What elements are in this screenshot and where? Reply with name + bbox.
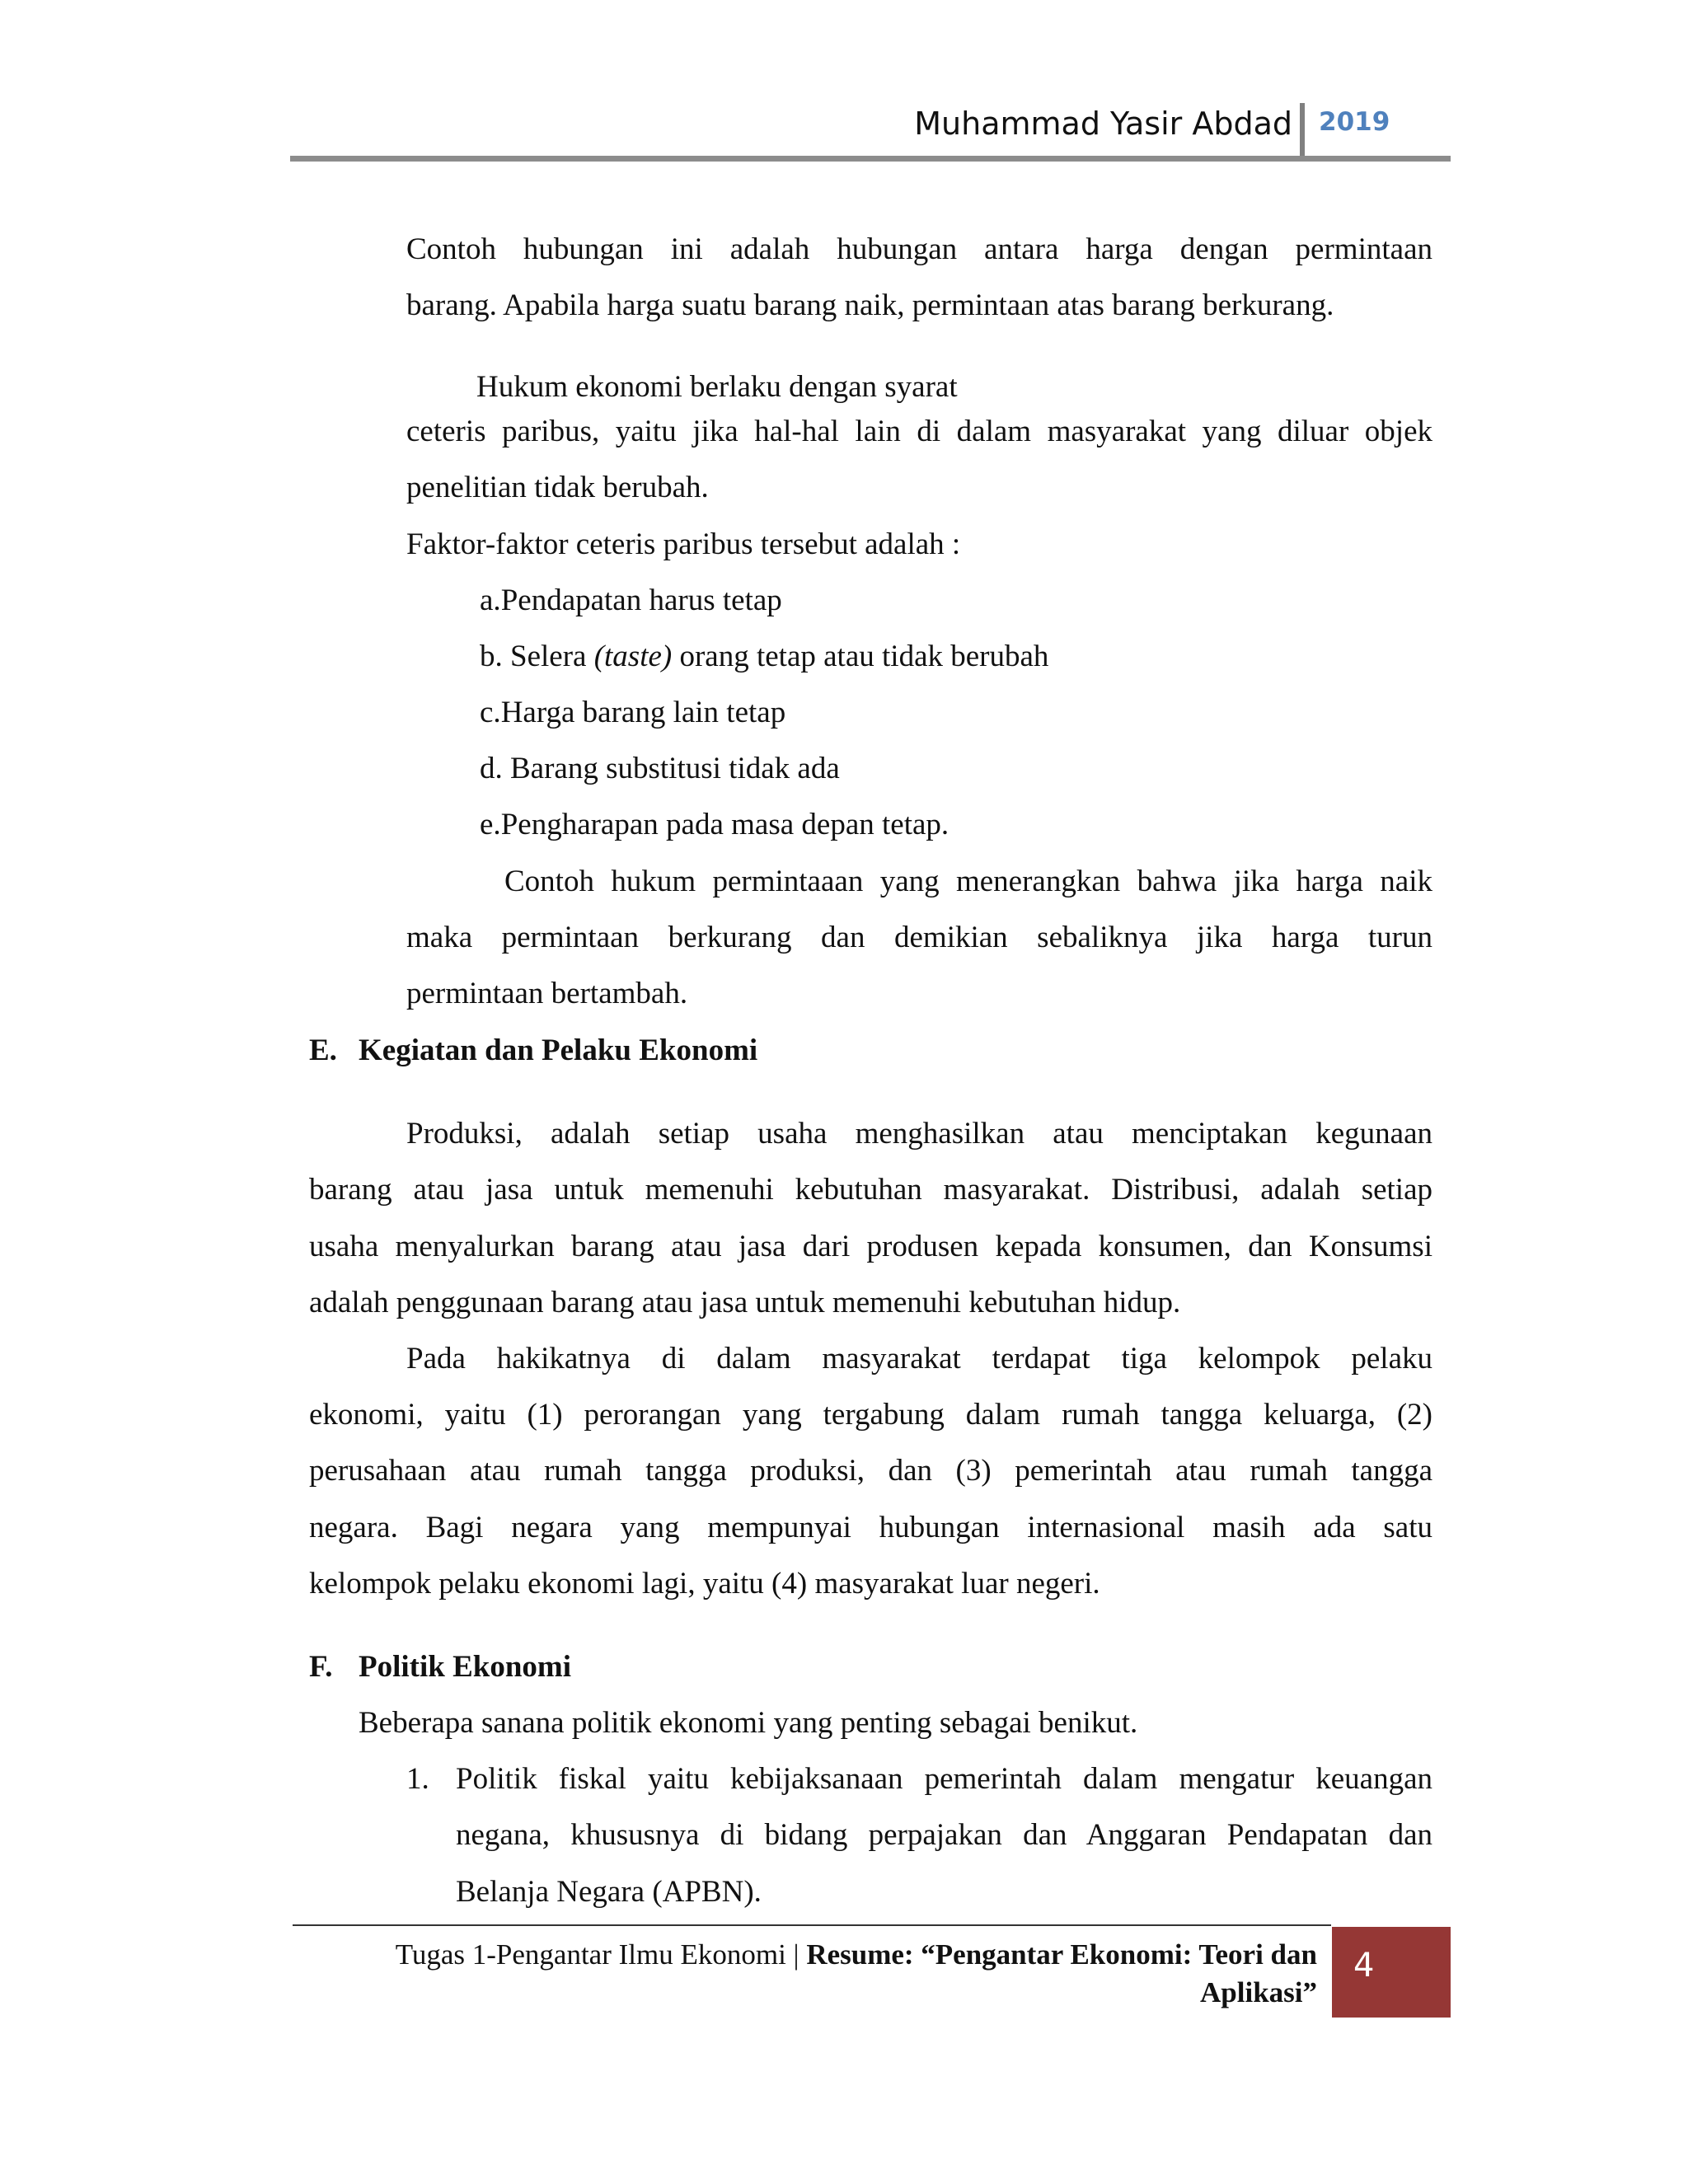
factor-c-text: Harga barang lain tetap [500,696,786,729]
section-f-label: F. [309,1650,333,1684]
footer-resume: Resume: “Pengantar Ekonomi: Teori dan [806,1938,1317,1971]
footer-rule [293,1924,1331,1926]
factor-b-text-before: Selera [502,640,594,673]
footer-course: Tugas 1-Pengantar Ilmu Ekonomi | [395,1938,807,1971]
example-line-1: Contoh hukum permintaaan yang menerangkan bahwa jika harga naik [504,865,1432,898]
section-e-heading [309,1023,757,1079]
example-line-3: permintaan bertambah. [406,977,688,1010]
section-e-p1-line-2: barang atau jasa untuk memenuhi kebutuhan masyarakat. Distribusi, adalah setiap [309,1173,1432,1207]
ceteris-line-3: penelitian tidak berubah. [406,471,709,504]
factor-b-label: b. [480,640,503,673]
page-number: 4 [1353,1947,1375,1985]
footer-line-2: Aplikasi” [1200,1976,1317,2008]
factor-d [480,741,840,797]
header-divider [1300,103,1305,161]
intro-line-2: barang. Apabila harga suatu barang naik, permintaan atas barang berkurang. [406,288,1334,322]
section-e-title: Kegiatan dan Pelaku Ekonomi [359,1033,758,1067]
section-e-p2-line-1: Pada hakikatnya di dalam masyarakat terdapat tiga kelompok pelaku [406,1342,1432,1376]
factor-a-label: a. [480,583,501,617]
section-e-p1-line-4: adalah penggunaan barang atau jasa untuk memenuhi kebutuhan hidup. [309,1286,1181,1319]
factor-c-label: c. [480,696,501,729]
factor-d-text: Barang substitusi tidak ada [502,752,840,785]
header-author: Muhammad Yasir Abdad [914,105,1292,142]
section-e-label: E. [309,1033,337,1067]
factor-e-text: Pengharapan pada masa depan tetap. [500,808,950,841]
section-e-p1-line-3: usaha menyalurkan barang atau jasa dari produsen kepada konsumen, dan Konsumsi [309,1230,1432,1263]
section-f-title: Politik Ekonomi [359,1650,572,1684]
section-f-heading [309,1639,571,1695]
factor-c [480,685,785,741]
section-e-p2-line-2: ekonomi, yaitu (1) perorangan yang tergabung dalam rumah tangga keluarga, (2) [309,1398,1432,1432]
item-1-number: 1. [406,1762,429,1796]
item-1-line-3: Belanja Negara (APBN). [456,1875,762,1909]
section-e-p1-line-1: Produksi, adalah setiap usaha menghasilkan atau menciptakan kegunaan [406,1117,1432,1151]
factor-b [480,629,1048,685]
section-e-p2-line-3: perusahaan atau rumah tangga produksi, dan (3) pemerintah atau rumah tangga [309,1454,1432,1488]
ceteris-line-1: Hukum ekonomi berlaku dengan syarat [476,370,958,404]
item-1-line-2: negana, khususnya di bidang perpajakan dan Anggaran Pendapatan dan [456,1818,1432,1852]
section-f-intro: Beberapa sanana politik ekonomi yang penting sebagai benikut. [359,1706,1138,1740]
intro-line-1: Contoh hubungan ini adalah hubungan antara harga dengan permintaan [406,232,1432,266]
header-year: 2019 [1319,107,1390,137]
factor-b-text-italic: (taste) [593,640,673,673]
factor-d-label: d. [480,752,503,785]
factors-title: Faktor-faktor ceteris paribus tersebut adalah : [406,527,961,561]
item-1-line-1: Politik fiskal yaitu kebijaksanaan pemerintah dalam mengatur keuangan [456,1762,1432,1796]
page-number-box [1332,1927,1451,2018]
factor-a-text: Pendapatan harus tetap [500,583,782,617]
example-line-2: maka permintaan berkurang dan demikian sebaliknya jika harga turun [406,921,1432,954]
factor-e [480,797,949,853]
ceteris-line-2: ceteris paribus, yaitu jika hal-hal lain di dalam masyarakat yang diluar objek [406,415,1432,448]
section-e-p2-line-5: kelompok pelaku ekonomi lagi, yaitu (4) masyarakat luar negeri. [309,1567,1100,1601]
header-rule [290,156,1451,162]
factor-a [480,573,782,629]
footer-line-1 [313,1937,1317,1973]
factor-b-text-after: orang tetap atau tidak berubah [672,640,1049,673]
section-e-p2-line-4: negara. Bagi negara yang mempunyai hubungan internasional masih ada satu [309,1511,1432,1544]
factor-e-label: e. [480,808,501,841]
